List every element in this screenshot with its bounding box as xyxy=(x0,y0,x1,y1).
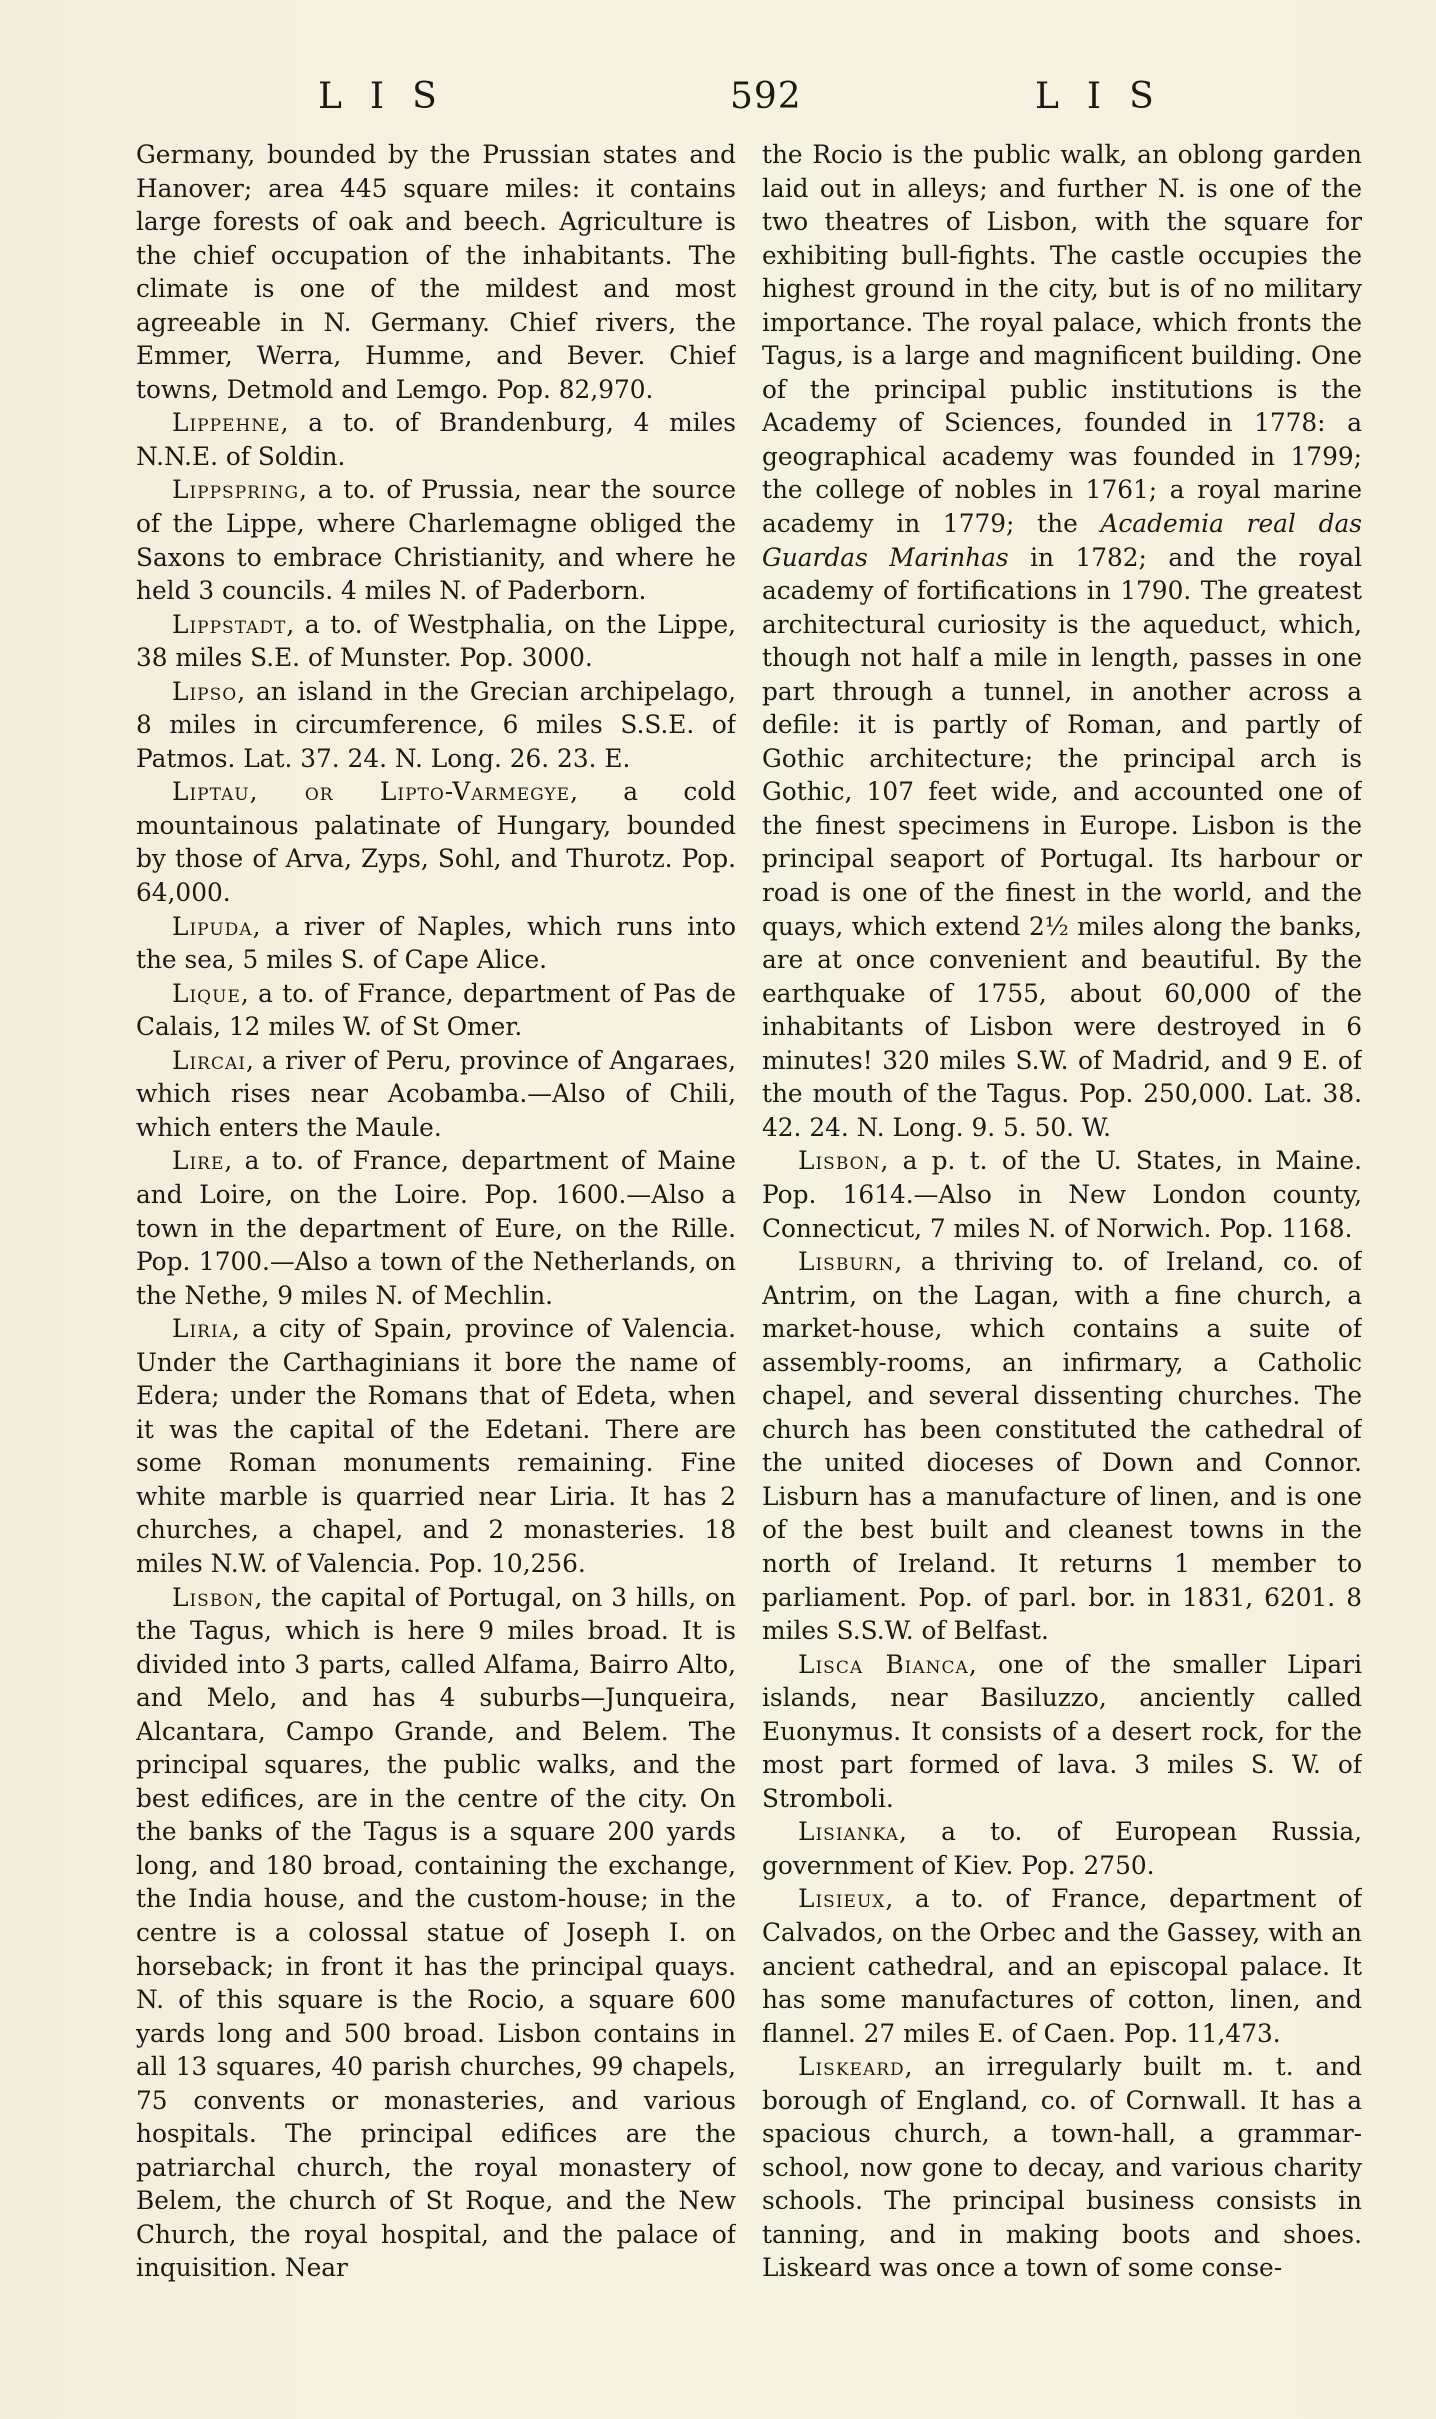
headword: Lisianka xyxy=(798,1817,899,1847)
headword: Lipso xyxy=(172,676,238,706)
headword: Lippspring xyxy=(172,475,300,505)
entry-lisbon-continued: the Rocio is the public walk, an oblong garden laid out in alleys; and further N. is one of the two theatres of Lisbon, with the square for exhibiting bull-fights. The castle occupies the highest ground in the city, but is of no military importance. The royal palace, which fronts the Tagus, is a large and magnificent building. One of the principal public institutions is the Academy of Sciences, founded in 1778: a geographical academy was founded in 1799; the college of nobles in 1761; a royal marine academy in 1779; the Academia real das Guardas Marinhas in 1782; and the royal academy of fortifications in 1790. The greatest architectural curiosity is the aqueduct, which, though not half a mile in length, passes in one part through a tunnel, in another across a defile: it is partly of Roman, and partly of Gothic architecture; the principal arch is Gothic, 107 feet wide, and accounted one of the finest specimens in Europe. Lisbon is the principal seaport of Portugal. Its harbour or road is one of the finest in the world, and the quays, which extend 2½ miles along the banks, are at once convenient and beautiful. By the earthquake of 1755, about 60,000 of the inhabitants of Lisbon were destroyed in 6 minutes! 320 miles S.W. of Madrid, and 9 E. of the mouth of the Tagus. Pop. 250,000. Lat. 38. 42. 24. N. Long. 9. 5. 50. W. xyxy=(762,140,1362,1142)
entry-liria: Liria, a city of Spain, province of Valencia. Under the Carthaginians it bore the name of Edera; under the Romans that of Edeta, when it was the capital of the Edetani. There are some Roman monuments remaining. Fine white marble is quarried near Liria. It has 2 churches, a chapel, and 2 monasteries. 18 miles N.W. of Valencia. Pop. 10,256. xyxy=(136,1314,736,1578)
headword: Lisbon xyxy=(172,1582,255,1612)
header-left-word: LIS xyxy=(318,76,465,117)
headword: Lisbon xyxy=(798,1146,881,1176)
headword: Liptau, or Lipto-Varmegye xyxy=(172,777,571,807)
header-right-word: LIS xyxy=(1035,76,1182,117)
entry-lippstadt: Lippstadt, a to. of Westphalia, on the Lippe, 38 miles S.E. of Munster. Pop. 3000. xyxy=(136,609,736,673)
headword: Lisca Bianca xyxy=(798,1649,969,1679)
entry-lisianka: Lisianka, a to. of European Russia, government of Kiev. Pop. 2750. xyxy=(762,1817,1362,1880)
entry-lisbon: Lisbon, the capital of Portugal, on 3 hills, on the Tagus, which is here 9 miles broad. It is divided into 3 parts, called Alfama, Bairro Alto, and Melo, and has 4 suburbs—Junqueira, Alcantara, Campo Grande, and Belem. The principal squares, the public walks, and the best edifices, are in the centre of the city. On the banks of the Tagus is a square 200 yards long, and 180 broad, containing the exchange, the India house, and the custom-house; in the centre is a colossal statue of Joseph I. on horseback; in front it has the principal quays. N. of this square is the Rocio, a square 600 yards long and 500 broad. Lisbon contains in all 13 squares, 40 parish churches, 99 chapels, 75 convents or monasteries, and various hospitals. The principal edifices are the patriarchal church, the royal monastery of Belem, the church of St Roque, and the New Church, the royal hospital, and the palace of inquisition. Near xyxy=(136,1582,736,2283)
entry-liptau: Liptau, or Lipto-Varmegye, a cold mountainous palatinate of Hungary, bounded by those of Arva, Zyps, Sohl, and Thurotz. Pop. 64,000. xyxy=(136,777,736,908)
headword: Lippstadt xyxy=(172,609,287,639)
entry-lique: Lique, a to. of France, department of Pas de Calais, 12 miles W. of St Omer. xyxy=(136,978,736,1042)
entry-lire: Lire, a to. of France, department of Maine and Loire, on the Loire. Pop. 1600.—Also a town in the department of Eure, on the Rille. Pop. 1700.—Also a town of the Netherlands, on the Nethe, 9 miles N. of Mechlin. xyxy=(136,1146,736,1310)
entry-lippe-continued: Germany, bounded by the Prussian states and Hanover; area 445 square miles: it contains large forests of oak and beech. Agriculture is the chief occupation of the inhabitants. The climate is one of the mildest and most agreeable in N. Germany. Chief rivers, the Emmer, Werra, Humme, and Bever. Chief towns, Detmold and Lemgo. Pop. 82,970. xyxy=(136,140,736,404)
entry-lippehne: Lippehne, a to. of Brandenburg, 4 miles N.N.E. of Soldin. xyxy=(136,408,736,471)
headword: Lipuda xyxy=(172,911,253,941)
headword: Lisburn xyxy=(798,1247,895,1277)
page-number: 592 xyxy=(730,76,802,117)
entry-lisca-bianca: Lisca Bianca, one of the smaller Lipari islands, near Basiluzzo, anciently called Euonymus. It consists of a desert rock, for the most part formed of lava. 3 miles S. W. of Stromboli. xyxy=(762,1649,1362,1813)
running-header xyxy=(0,64,1436,124)
entry-lipuda: Lipuda, a river of Naples, which runs into the sea, 5 miles S. of Cape Alice. xyxy=(136,911,736,975)
italic-institution-name: Academia real das Guardas Marinhas xyxy=(762,509,1362,572)
entry-lisieux: Lisieux, a to. of France, department of Calvados, on the Orbec and the Gassey, with an ancient cathedral, and an episcopal palace. It has some manufactures of cotton, linen, and flannel. 27 miles E. of Caen. Pop. 11,473. xyxy=(762,1884,1362,2048)
entry-lisbon-us: Lisbon, a p. t. of the U. States, in Maine. Pop. 1614.—Also in New London county, Connecticut, 7 miles N. of Norwich. Pop. 1168. xyxy=(762,1146,1362,1243)
entry-liskeard: Liskeard, an irregularly built m. t. and borough of England, co. of Cornwall. It has a spacious church, a town-hall, a grammar-school, now gone to decay, and various charity schools. The principal business consists in tanning, and in making boots and shoes. Liskeard was once a town of some conse- xyxy=(762,2052,1362,2283)
headword: Lircai xyxy=(172,1045,246,1075)
entry-lipso: Lipso, an island in the Grecian archipelago, 8 miles in circumference, 6 miles S.S.E. of Patmos. Lat. 37. 24. N. Long. 26. 23. E. xyxy=(136,676,736,773)
headword: Lisieux xyxy=(798,1884,886,1914)
entry-lircai: Lircai, a river of Peru, province of Angaraes, which rises near Acobamba.—Also of Chili, which enters the Maule. xyxy=(136,1045,736,1142)
headword: Liria xyxy=(172,1314,232,1344)
headword: Liskeard xyxy=(798,2052,905,2082)
entry-lisburn: Lisburn, a thriving to. of Ireland, co. of Antrim, on the Lagan, with a fine church, a market-house, which contains a suite of assembly-rooms, an infirmary, a Catholic chapel, and several dissenting churches. The church has been constituted the cathedral of the united dioceses of Down and Connor. Lisburn has a manufacture of linen, and is one of the best built and cleanest towns in the north of Ireland. It returns 1 member to parliament. Pop. of parl. bor. in 1831, 6201. 8 miles S.S.W. of Belfast. xyxy=(762,1247,1362,1646)
headword: Lippehne xyxy=(172,408,281,438)
right-column xyxy=(762,138,1362,2358)
left-column xyxy=(136,138,736,2358)
entry-lippspring: Lippspring, a to. of Prussia, near the source of the Lippe, where Charlemagne obliged the Saxons to embrace Christianity, and where he held 3 councils. 4 miles N. of Paderborn. xyxy=(136,475,736,606)
headword: Lire xyxy=(172,1146,225,1176)
headword: Lique xyxy=(172,978,241,1008)
